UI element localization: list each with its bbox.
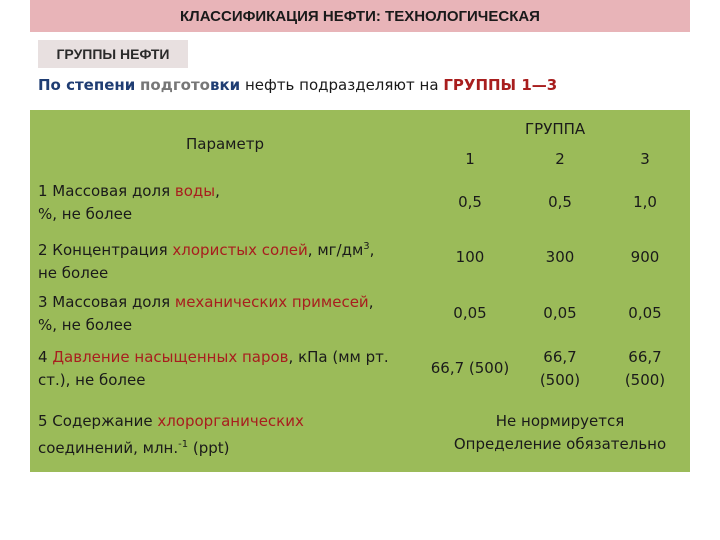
intro-part-2: подгото: [140, 76, 210, 94]
row-4-value-2-line2: (500): [539, 371, 581, 389]
row-4-value-1: 66,7 (500): [430, 359, 510, 377]
intro-part-5: ГРУППЫ 1—3: [443, 76, 558, 94]
row-1-value-1: 0,5: [458, 193, 482, 211]
row-3-value-1: 0,05: [453, 304, 487, 322]
param-header: Параметр: [186, 135, 264, 153]
row-3-param: 3 Массовая доля механических примесей, %, не более: [38, 293, 374, 334]
row-1-value-3: 1,0: [633, 193, 657, 211]
row-2-param: 2 Концентрация хлористых солей, $мг/дм^3$, не более: [38, 241, 375, 282]
group-number-1: 1: [465, 150, 475, 168]
slide-title: КЛАССИФИКАЦИЯ НЕФТИ: ТЕХНОЛОГИЧЕСКАЯ: [30, 0, 690, 32]
row-3-value-3: 0,05: [628, 304, 662, 322]
row-2-value-3: 900: [630, 248, 660, 266]
group-header: ГРУППА: [525, 120, 586, 138]
row-4-param: 4 Давление насыщенных паров, кПа (мм рт. ст.), не более: [38, 348, 389, 389]
intro-text: [38, 76, 557, 94]
intro-part-1: По степени: [38, 76, 136, 94]
row-5-span-value: Не нормируется Определение обязательно: [453, 412, 667, 453]
groups-table: [30, 110, 690, 472]
row-4-value-3-line2: (500): [624, 371, 666, 389]
intro-part-4: нефть подразделяют на: [244, 76, 439, 94]
row-5-param: 5 Содержание хлорорганических соединений, млн.$^{-1}$ (ppt): [38, 412, 304, 457]
intro-part-3: вки: [209, 76, 241, 94]
row-4-value-3: 66,7: [628, 348, 662, 366]
row-2-value-2: 300: [545, 248, 575, 266]
row-1-param: 1 Массовая доля воды, %, не более: [38, 182, 220, 223]
row-4-value-2: 66,7: [543, 348, 577, 366]
section-label: ГРУППЫ НЕФТИ: [38, 40, 188, 68]
row-2-value-1: 100: [455, 248, 485, 266]
group-number-2: 2: [555, 150, 565, 168]
group-number-3: 3: [640, 150, 650, 168]
row-1-value-2: 0,5: [548, 193, 572, 211]
row-3-value-2: 0,05: [543, 304, 577, 322]
